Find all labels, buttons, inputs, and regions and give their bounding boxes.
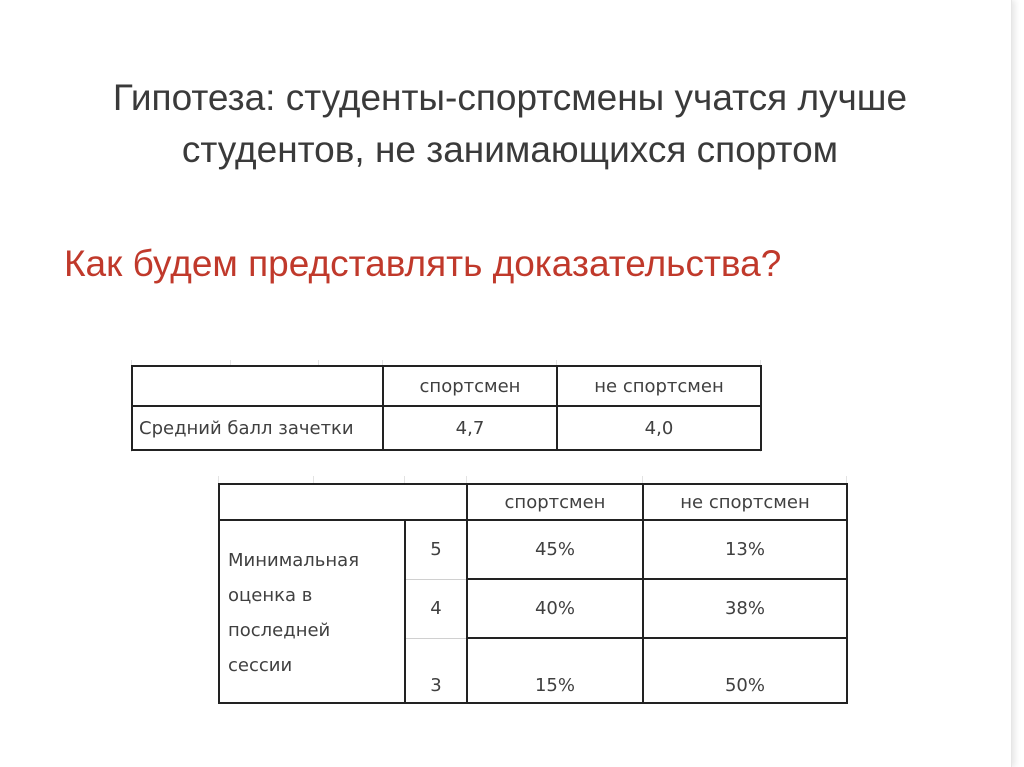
table-header-nonsport: не спортсмен — [557, 366, 761, 406]
cell-nonsport-pct: 50% — [643, 638, 847, 703]
cell-sport-pct: 40% — [467, 579, 643, 638]
table-row — [132, 366, 761, 406]
table-header-nonsport: не спортсмен — [643, 484, 847, 520]
title-line-2: студентов, не занимающихся спортом — [181, 129, 839, 170]
table-row — [132, 406, 761, 450]
title-line-1: Гипотеза: студенты-спортсмены учатся лучше — [112, 77, 908, 118]
cell-sport-pct: 45% — [467, 520, 643, 579]
cell-nonsport-pct: 13% — [643, 520, 847, 579]
gridline — [404, 476, 405, 483]
table-row — [219, 484, 847, 520]
group-label-text: Минимальная оценка в последней сессии — [228, 550, 360, 676]
grade-cell: 3 — [405, 638, 467, 703]
group-label-min-grade — [219, 520, 405, 703]
gridline — [218, 476, 219, 483]
gridline — [642, 476, 643, 483]
gridline — [846, 476, 847, 483]
gridline — [466, 476, 467, 483]
table-header-empty — [219, 484, 467, 520]
row-label-gpa: Средний балл зачетки — [132, 406, 383, 450]
slide-subtitle: Как будем представлять доказательства? — [64, 243, 782, 284]
gridline — [313, 476, 314, 483]
grade-cell: 5 — [405, 520, 467, 579]
gpa-table — [131, 365, 762, 451]
cell-gpa-nonsport: 4,0 — [557, 406, 761, 450]
cell-gpa-sport: 4,7 — [383, 406, 557, 450]
grade-cell: 4 — [405, 579, 467, 638]
table-row — [219, 520, 847, 579]
cell-nonsport-pct: 38% — [643, 579, 847, 638]
table-header-empty — [132, 366, 383, 406]
slide-title — [40, 72, 980, 176]
table-header-sport: спортсмен — [467, 484, 643, 520]
cell-sport-pct: 15% — [467, 638, 643, 703]
table-header-sport: спортсмен — [383, 366, 557, 406]
min-grade-table — [218, 483, 848, 704]
